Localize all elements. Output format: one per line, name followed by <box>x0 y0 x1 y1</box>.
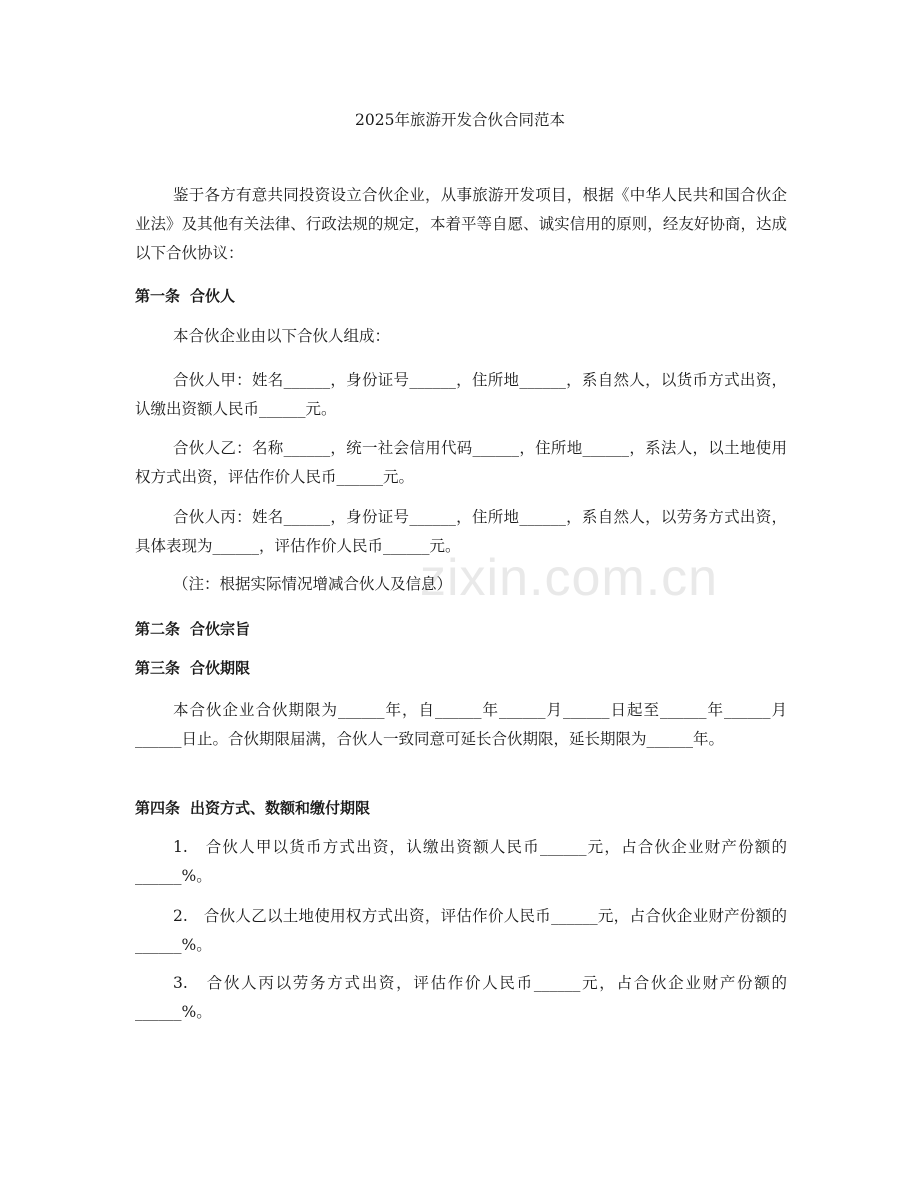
article-4-title: 出资方式、数额和缴付期限 <box>190 799 371 817</box>
partner-note: （注：根据实际情况增减合伙人及信息） <box>173 575 453 593</box>
article-2-heading <box>135 618 787 640</box>
article-4-item-1: 1. 合伙人甲以货币方式出资，认缴出资额人民币______元，占合伙企业财产份额的______%。 <box>135 838 787 885</box>
article-2-label: 第二条 <box>135 620 181 638</box>
article-1-intro: 本合伙企业由以下合伙人组成： <box>173 327 391 345</box>
article-4-label: 第四条 <box>135 799 181 817</box>
article-1-title: 合伙人 <box>190 287 236 305</box>
article-1-heading <box>135 285 787 307</box>
partner-a-paragraph: 合伙人甲：姓名______，身份证号______，住所地______，系自然人，以货币方式出资，认缴出资额人民币______元。 <box>135 371 787 418</box>
article-4-item-3: 3. 合伙人丙以劳务方式出资，评估作价人民币______元，占合伙企业财产份额的______%。 <box>135 974 787 1021</box>
document-title: 2025年旅游开发合伙合同范本 <box>355 111 565 129</box>
partner-c-paragraph: 合伙人丙：姓名______，身份证号______，住所地______，系自然人，以劳务方式出资，具体表现为______，评估作价人民币______元。 <box>135 508 787 555</box>
article-3-label: 第三条 <box>135 659 181 677</box>
article-4-item-2: 2. 合伙人乙以土地使用权方式出资，评估作价人民币______元，占合伙企业财产份额的______%。 <box>135 907 787 954</box>
article-1-label: 第一条 <box>135 287 181 305</box>
preamble-paragraph: 鉴于各方有意共同投资设立合伙企业，从事旅游开发项目，根据《中华人民共和国合伙企业法》及其他有关法律、行政法规的规定，本着平等自愿、诚实信用的原则，经友好协商，达成以下合伙协议： <box>135 186 787 262</box>
partner-b-paragraph: 合伙人乙：名称______，统一社会信用代码______，住所地______，系法人，以土地使用权方式出资，评估作价人民币______元。 <box>135 439 787 486</box>
watermark: zixin.com.cn <box>420 549 719 607</box>
article-3-body: 本合伙企业合伙期限为______年，自______年______月______日起至______年______月______日止。合伙期限届满，合伙人一致同意可延长合伙期限，延长期限为______年。 <box>135 701 787 748</box>
article-2-title: 合伙宗旨 <box>190 620 251 638</box>
article-3-title: 合伙期限 <box>190 659 251 677</box>
article-4-heading <box>135 797 787 819</box>
article-3-heading <box>135 657 787 679</box>
